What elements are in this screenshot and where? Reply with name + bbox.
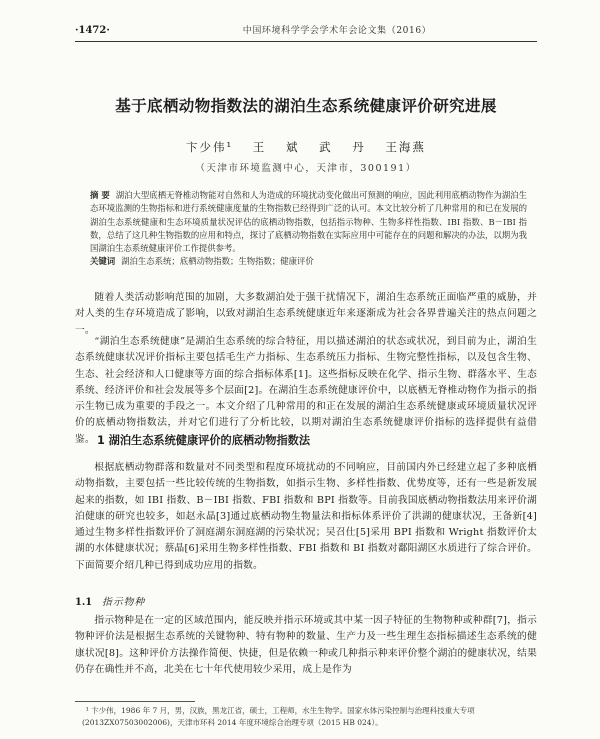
header-rule [75,41,537,42]
subsection-number: 1.1 [75,597,93,608]
section-heading: 1 湖泊生态系统健康评价的底栖动物指数法 [97,434,311,447]
paper-title: 基于底栖动物指数法的湖泊生态系统健康评价研究进展 [115,97,497,115]
section-paragraph: 根据底栖动物群落和数量对不同类型和程度环境扰动的不同响应，目前国内外已经建立起了多种底栖动物指数，主要包括一些比较传统的生物指数，如指示生物、多样性指数、优势度等，还有一些是新发展起来的指数，如 IBI 指数、B－IBI 指数、FBI 指数和 BPI 指数等。目前我国底栖动物指数法用来评价湖泊健康的研究也较多，如赵永晶[3]通过底栖动物生物量法和指标体系评价了洪湖的健康状况，王备新[4]通过生物多样性指数评价了洞庭湖东洞庭湖的污染状况；吴召仕[5]采用 BPI 指数和 Wright 指数评价太湖的水体健康状况；蔡晶[6]采用生物多样性指数、FBI 指数和 BI 指数对鄱阳湖区水质进行了综合评价。下面简要介绍几种已得到成功应用的指数。 [75,462,537,571]
abstract-label: 摘 要 [90,190,110,200]
subsection-title: 指示物种 [102,597,146,608]
footnote: ¹ 卞少伟，1986 年 7 月，男，汉族，黑龙江省，硕士，工程师，水生生物学。国家水体污染控制与治理科技重大专项(2013ZX07503002006)，天津市环科 2014 年度环境综合治理专项（2015 HB 024）。 [82,706,475,727]
page-number: ·1472· [75,25,110,36]
journal-name: 中国环境科学学会学术年会论文集（2016） [242,26,432,36]
keywords-label: 关键词 [90,256,116,266]
keywords [90,255,527,268]
affiliation: （天津市环境监测中心，天津市，300191） [195,163,417,174]
abstract-text: 湖泊大型底栖无脊椎动物能对自然和人为造成的环境扰动变化做出可预测的响应，因此利用底栖动物作为湖泊生态环境监测的生物指标和进行系统健康度量的生物指数已经得到广泛的认可。本文比较分析了几种常用的和已在发展的湖泊生态系统健康和生态环境质量状况评估的底栖动物指数，包括指示物种、生物多样性指数、IBI 指数、B－IBI 指数，总结了这几种生物指数的应用和特点，探讨了底栖动物指数在实际应用中可能存在的问题和解决的办法，以期为我国湖泊生态系统健康评价工作提供参考。 [90,190,528,254]
subsection-paragraph: 指示物种是在一定的区域范围内，能反映并指示环境或其中某一因子特征的生物物种或种群[7]，指示物种评价法是根据生态系统的关键物种、特有物种的数量、生产力及一些生理生态指标描述生态系统的健康状况[8]。这种评价方法操作简便、快捷，但是依赖一种或几种指示种来评价整个湖泊的健康状况，结果仍存在确性并不高，北美在七十年代使用较少采用，成上是作为 [75,615,537,675]
keywords-text: 湖泊生态系统；底栖动物指数；生物指数；健康评价 [121,256,314,266]
subsection-heading [75,594,145,608]
footnote-rule [75,701,195,702]
abstract [90,189,527,255]
intro-paragraph-2: “湖泊生态系统健康”是湖泊生态系统的综合特征，用以描述湖泊的状态或状况，到目前为止，湖泊生态系统健康状况评价指标主要包括毛生产力指标、生态系统压力指标、生物完整性指标，以及包含生物、生态、社会经济和人口健康等方面的综合指标体系[1]。这些指标反映在化学、指示生物、群落水平、生态系统、经济评价和社会发展等多个层面[2]。在湖泊生态系统健康评价中，以底栖无脊椎动物作为指示的指示生物已成为重要的手段之一。本文介绍了几种常用的和正在发展的湖泊生态系统健康或环境质量状况评价的底栖动物指数法，并对它们进行了分析比较，以期对湖泊生态系统健康评价指标的选择提供有益借鉴。 [75,336,537,445]
authors: 卞少伟¹ 王 斌 武 丹 王海燕 [186,140,426,154]
intro-paragraph-1: 随着人类活动影响范围的加剧，大多数湖泊处于强干扰情况下，湖泊生态系统正面临严重的威胁，并对人类的生存环境造成了影响，以致对湖泊生态系统健康近年来逐渐成为社会各界普遍关注的热点问题之一。 [75,292,537,336]
running-header [75,24,537,38]
